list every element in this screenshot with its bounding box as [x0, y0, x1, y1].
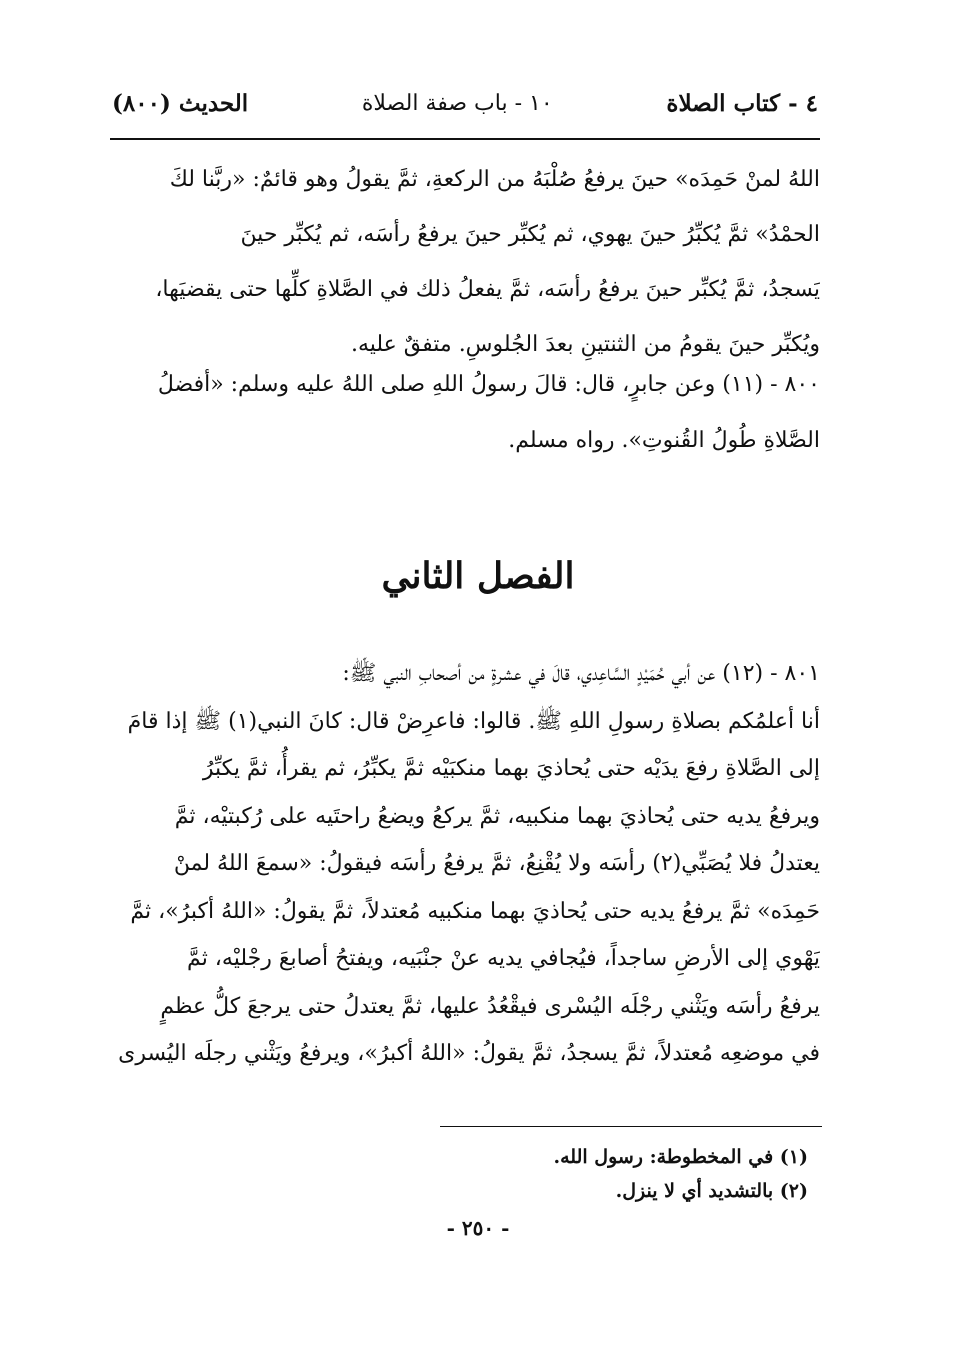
footnote-1: (١) في المخطوطة: رسول الله.	[553, 1146, 808, 1168]
text-line: الصَّلاةِ طُولُ القُنوتِ». رواه مسلم.	[508, 428, 820, 453]
text-line: في موضعِه مُعتدلاً، ثمَّ يسجدُ، ثمَّ يقولُ: «اللهُ أكبرُ»، ويرفعُ ويَثْني رجلَه اليُسرى	[118, 1041, 820, 1066]
continued-paragraph	[108, 152, 820, 372]
text-line: اللهُ لمنْ حَمِدَه» حينَ يرفعُ صُلْبَهُ من الركعةِ، ثمَّ يقولُ وهو قائمٌ: «ربَّنا لكَ	[169, 167, 820, 192]
text-line: ويُكبِّر حينَ يقومُ من الثنتينِ بعدَ الجُلوسِ. متفقٌ عليه.	[350, 332, 820, 357]
hadith-800	[108, 357, 820, 469]
text-line: يعتدلُ فلا يُصَبِّي(٢) رأسَه ولا يُقْنِعُ، ثمَّ يرفعُ رأسَه فيقولُ: «سمعَ اللهُ لمنْ	[173, 851, 820, 876]
text-line: ويرفعُ يديه حتى يُحاذيَ بهما منكبيه، ثمَّ يركعُ ويضعُ راحتَيه على رُكبتيْه، ثمَّ	[174, 803, 820, 829]
page-number: - ٢٥٠ -	[446, 1216, 510, 1240]
header-hadith-number: الحديث (٨٠٠)	[112, 89, 249, 117]
text-line: يَسجدُ، ثمَّ يُكبِّر حينَ يرفعُ رأسَه، ثمَّ يفعلُ ذلك في الصَّلاةِ كلِّها حتى يقضيَها،	[155, 277, 820, 302]
text-line: إلى الصَّلاةِ رفعَ يدَيْه حتى يُحاذيَ بهما منكبَيْه ثمَّ يكبِّرُ، ثم يقرأُ، ثمَّ يكبِّرُ	[202, 756, 820, 781]
footnotes	[300, 1140, 808, 1208]
running-header	[112, 78, 818, 128]
text-line: يرفعُ رأسَه ويَثْني رجْلَه اليُسْرى فيقْعُدُ عليها، ثمَّ يعتدلُ حتى يرجعَ كلُّ عظمٍ	[160, 993, 820, 1019]
text-line: حَمِدَه» ثمَّ يرفعُ يديه حتى يُحاذيَ بهما منكبيه مُعتدلاً، ثمَّ يقولُ: «اللهُ أكبرُ»، ثمَّ	[130, 898, 820, 924]
text-line: الحمْدُ» ثمَّ يُكبِّرُ حينَ يهوي، ثم يُكبِّر حينَ يرفعُ رأسَه، ثم يُكبِّر حينَ	[240, 222, 820, 247]
hadith-801	[108, 650, 820, 1078]
text-line: يَهْوي إلى الأرضِ ساجداً، فيُجافي يديه عنْ جنْبَيه، ويفتحُ أصابعَ رجْليْه، ثمَّ	[187, 946, 820, 971]
header-book-chapter: ٤ - كتاب الصلاة	[666, 89, 818, 117]
text-line: ٨٠٠ - (١١) وعن جابرٍ، قال: قالَ رسولُ اللهِ صلى اللهُ عليه وسلم: «أفضلُ	[157, 372, 820, 397]
text-line: ٨٠١ - (١٢) عن أبي حُمَيْدٍ السَّاعِدي، قالَ في عشرةٍ من أصحابِ النبي ﷺ:	[342, 661, 820, 686]
footnote-divider	[440, 1126, 822, 1127]
header-section: ١٠ - باب صفة الصلاة	[361, 90, 553, 116]
footnote-2: (٢) بالتشديد أي لا ينزل.	[615, 1180, 808, 1202]
header-divider	[110, 138, 820, 140]
text-line: أنا أعلمُكم بصلاةِ رسولِ اللهِ ﷺ. قالوا: فاعرِضْ قال: كانَ النبي(١) ﷺ إذا قامَ	[127, 708, 820, 734]
section-title: الفصل الثاني	[381, 555, 575, 597]
